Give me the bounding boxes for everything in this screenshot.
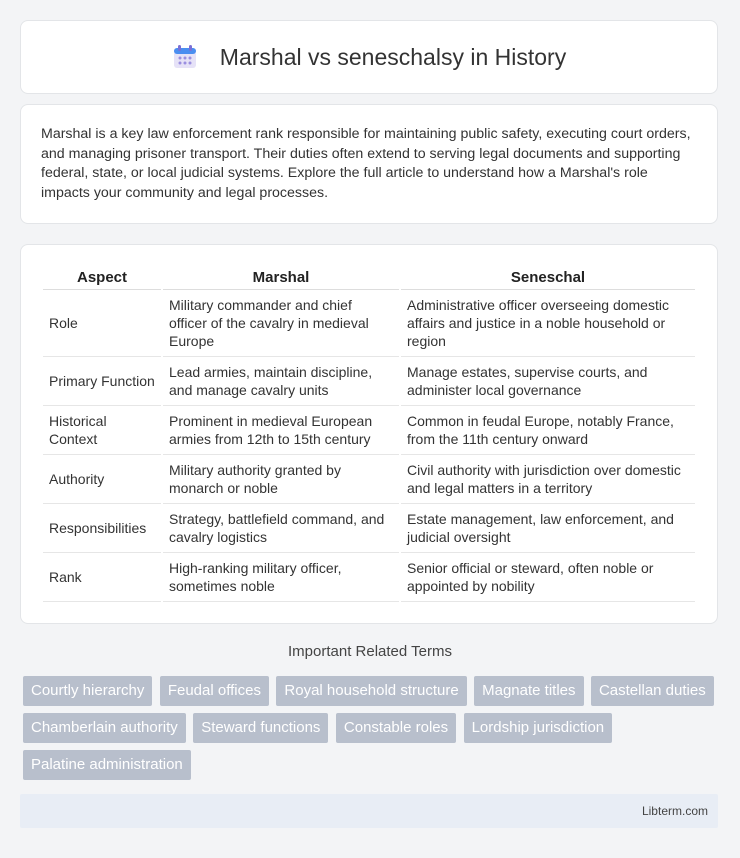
cell-aspect: Role (43, 290, 161, 357)
cell-marshal: High-ranking military officer, sometimes noble (163, 553, 399, 602)
related-tag[interactable]: Steward functions (193, 713, 328, 743)
cell-seneschal: Administrative officer overseeing domestic affairs and justice in a noble household or region (401, 290, 695, 357)
header-seneschal: Seneschal (401, 265, 695, 290)
related-tag[interactable]: Chamberlain authority (23, 713, 186, 743)
footer-brand[interactable]: Libterm.com (641, 804, 708, 818)
cell-aspect: Primary Function (43, 357, 161, 406)
table-row (43, 357, 695, 406)
cell-aspect: Authority (43, 455, 161, 504)
table-header-row (43, 265, 695, 290)
table-row (43, 290, 695, 357)
related-tag[interactable]: Courtly hierarchy (23, 676, 152, 706)
related-terms-title: Important Related Terms (288, 643, 452, 660)
cell-seneschal: Senior official or steward, often noble or appointed by nobility (401, 553, 695, 602)
related-tag[interactable]: Royal household structure (276, 676, 466, 706)
cell-marshal: Military authority granted by monarch or noble (163, 455, 399, 504)
cell-aspect: Rank (43, 553, 161, 602)
comparison-card (20, 244, 718, 624)
table-row (43, 406, 695, 455)
related-tag[interactable]: Feudal offices (160, 676, 269, 706)
related-tag[interactable]: Magnate titles (474, 676, 583, 706)
related-tag[interactable]: Castellan duties (591, 676, 714, 706)
related-terms-list (23, 676, 723, 787)
cell-aspect: Historical Context (43, 406, 161, 455)
comparison-table (41, 265, 697, 602)
related-tag[interactable]: Lordship jurisdiction (464, 713, 613, 743)
intro-text: Marshal is a key law enforcement rank responsible for maintaining public safety, executing court orders, and managing prisoner transport. Their duties often extend to serving legal documents and supporting federal, state, or local judicial systems. Explore the full article to understand how a Marshal's role impacts your community and legal processes. (41, 126, 691, 201)
header-aspect: Aspect (43, 265, 161, 290)
header-marshal: Marshal (163, 265, 399, 290)
calendar-icon (172, 44, 198, 70)
cell-marshal: Strategy, battlefield command, and cavalry logistics (163, 504, 399, 553)
intro-card (20, 104, 718, 224)
cell-aspect: Responsibilities (43, 504, 161, 553)
cell-seneschal: Common in feudal Europe, notably France, from the 11th century onward (401, 406, 695, 455)
cell-marshal: Military commander and chief officer of the cavalry in medieval Europe (163, 290, 399, 357)
page-title: Marshal vs seneschalsy in History (219, 43, 567, 70)
table-row (43, 504, 695, 553)
related-tag[interactable]: Constable roles (336, 713, 456, 743)
related-tag[interactable]: Palatine administration (23, 750, 191, 780)
table-row (43, 553, 695, 602)
cell-marshal: Prominent in medieval European armies from 12th to 15th century (163, 406, 399, 455)
page-header (20, 20, 718, 94)
table-row (43, 455, 695, 504)
cell-seneschal: Manage estates, supervise courts, and administer local governance (401, 357, 695, 406)
cell-seneschal: Civil authority with jurisdiction over domestic and legal matters in a territory (401, 455, 695, 504)
cell-marshal: Lead armies, maintain discipline, and manage cavalry units (163, 357, 399, 406)
footer (20, 794, 718, 828)
cell-seneschal: Estate management, law enforcement, and judicial oversight (401, 504, 695, 553)
